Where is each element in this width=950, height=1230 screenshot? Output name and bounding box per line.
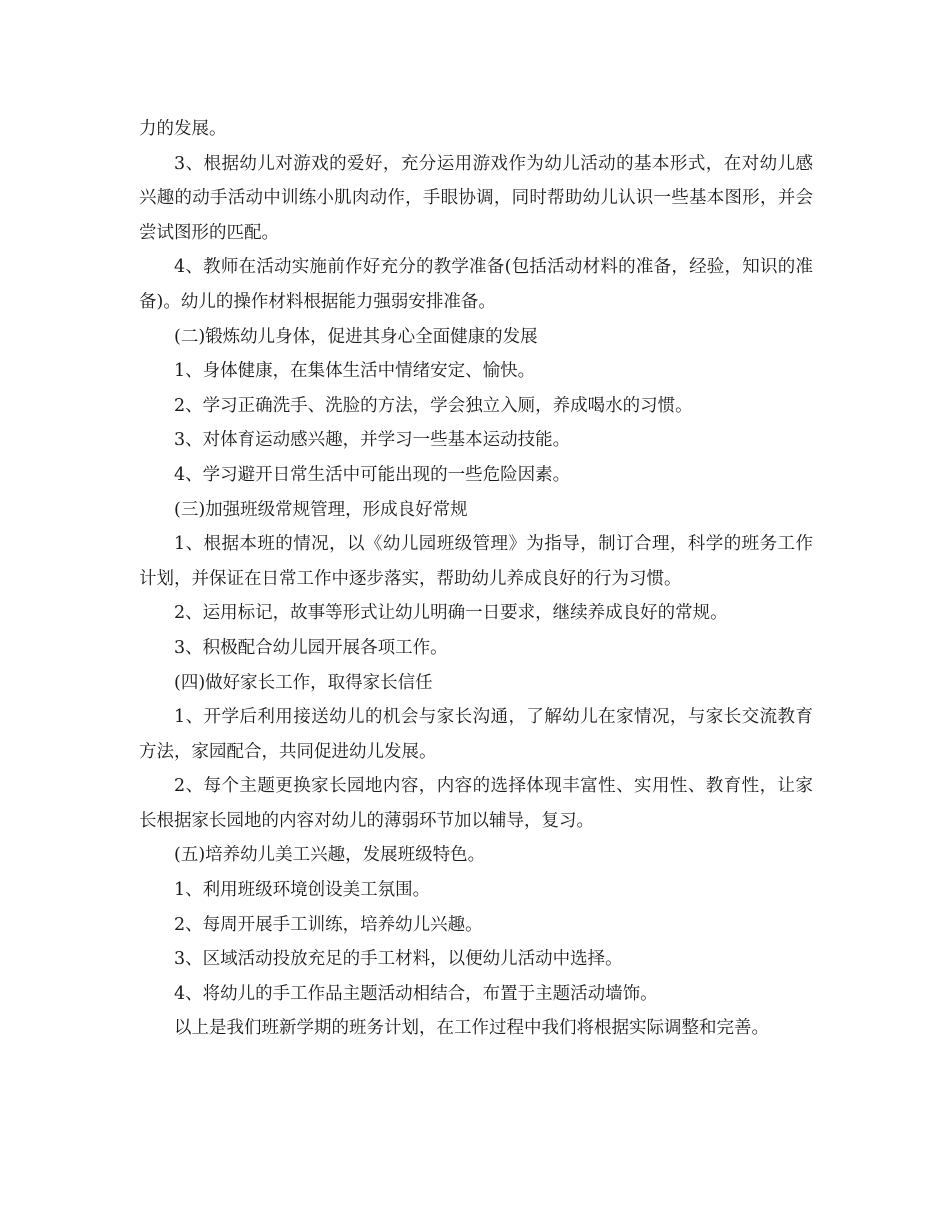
paragraph: 4、教师在活动实施前作好充分的教学准备(包括活动材料的准备，经验，知识的准备)。幼儿的操作材料根据能力强弱安排准备。 bbox=[139, 257, 813, 312]
section-heading: (四)做好家长工作，取得家长信任 bbox=[174, 672, 433, 693]
paragraph: 3、区域活动投放充足的手工材料，以便幼儿活动中选择。 bbox=[174, 949, 623, 970]
paragraph: 1、身体健康，在集体生活中情绪安定、愉快。 bbox=[174, 361, 536, 382]
paragraph: 力的发展。 bbox=[139, 119, 227, 139]
section-heading: (五)培养幼儿美工兴趣，发展班级特色。 bbox=[174, 845, 486, 866]
closing-paragraph: 以上是我们班新学期的班务计划，在工作过程中我们将根据实际调整和完善。 bbox=[174, 1018, 769, 1039]
paragraph: 2、每个主题更换家长园地内容，内容的选择体现丰富性、实用性、教育性，让家长根据家长园地的内容对幼儿的薄弱环节加以辅导，复习。 bbox=[139, 776, 813, 831]
paragraph: 1、开学后利用接送幼儿的机会与家长沟通，了解幼儿在家情况，与家长交流教育方法，家园配合，共同促进幼儿发展。 bbox=[139, 707, 813, 762]
paragraph: 1、利用班级环境创设美工氛围。 bbox=[174, 880, 431, 901]
document-body bbox=[139, 112, 813, 1046]
paragraph: 3、根据幼儿对游戏的爱好，充分运用游戏作为幼儿活动的基本形式，在对幼儿感兴趣的动手活动中训练小肌肉动作，手眼协调，同时帮助幼儿认识一些基本图形，并会尝试图形的匹配。 bbox=[139, 153, 813, 243]
paragraph: 4、学习避开日常生活中可能出现的一些危险因素。 bbox=[174, 464, 571, 485]
section-heading: (三)加强班级常规管理，形成良好常规 bbox=[174, 499, 468, 520]
paragraph: 1、根据本班的情况，以《幼儿园班级管理》为指导，制订合理，科学的班务工作计划，并保证在日常工作中逐步落实，帮助幼儿养成良好的行为习惯。 bbox=[139, 534, 813, 589]
paragraph: 3、积极配合幼儿园开展各项工作。 bbox=[174, 637, 448, 658]
paragraph: 2、运用标记，故事等形式让幼儿明确一日要求，继续养成良好的常规。 bbox=[174, 603, 728, 624]
paragraph: 2、学习正确洗手、洗脸的方法，学会独立入厕，养成喝水的习惯。 bbox=[174, 395, 693, 416]
paragraph: 2、每周开展手工训练，培养幼儿兴趣。 bbox=[174, 914, 483, 935]
paragraph: 3、对体育运动感兴趣，并学习一些基本运动技能。 bbox=[174, 430, 571, 451]
section-heading: (二)锻炼幼儿身体，促进其身心全面健康的发展 bbox=[174, 326, 538, 347]
paragraph: 4、将幼儿的手工作品主题活动相结合，布置于主题活动墙饰。 bbox=[174, 983, 658, 1004]
